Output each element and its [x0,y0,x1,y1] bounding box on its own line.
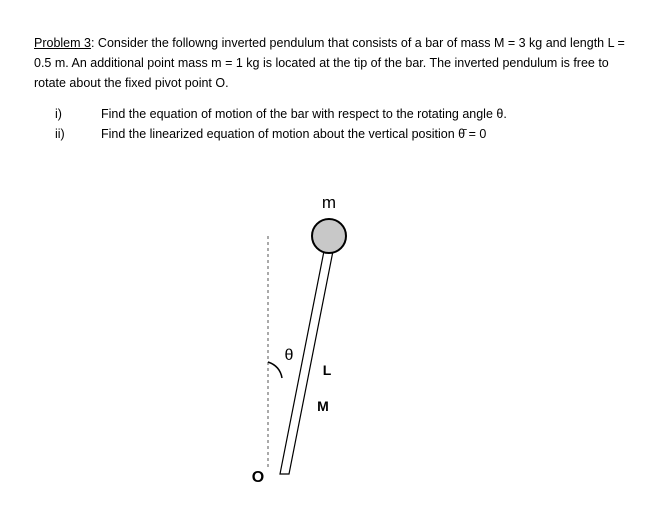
question-number: ii) [55,127,65,141]
question-text: Find the linearized equation of motion about the vertical position θ̄ = 0 [101,127,487,141]
question-number: i) [55,107,62,121]
angle-label: θ [284,347,294,364]
point-mass [312,219,346,253]
pivot-label: O [251,469,265,486]
problem-text: : Consider the followng inverted pendulum that consists of a bar of mass M = 3 kg and length L = 0.5 m. An additional point mass m = 1 kg is located at the tip of the bar. The inverted pendulum is free to rotate about the fixed pivot point O. [34,36,625,90]
angle-arc [268,362,282,378]
problem-label: Problem 3 [34,36,91,50]
mass-label: m [321,193,337,212]
length-label: L [322,362,332,378]
question-text: Find the equation of motion of the bar with respect to the rotating angle θ. [101,107,507,121]
bar-mass-label: M [317,398,329,414]
